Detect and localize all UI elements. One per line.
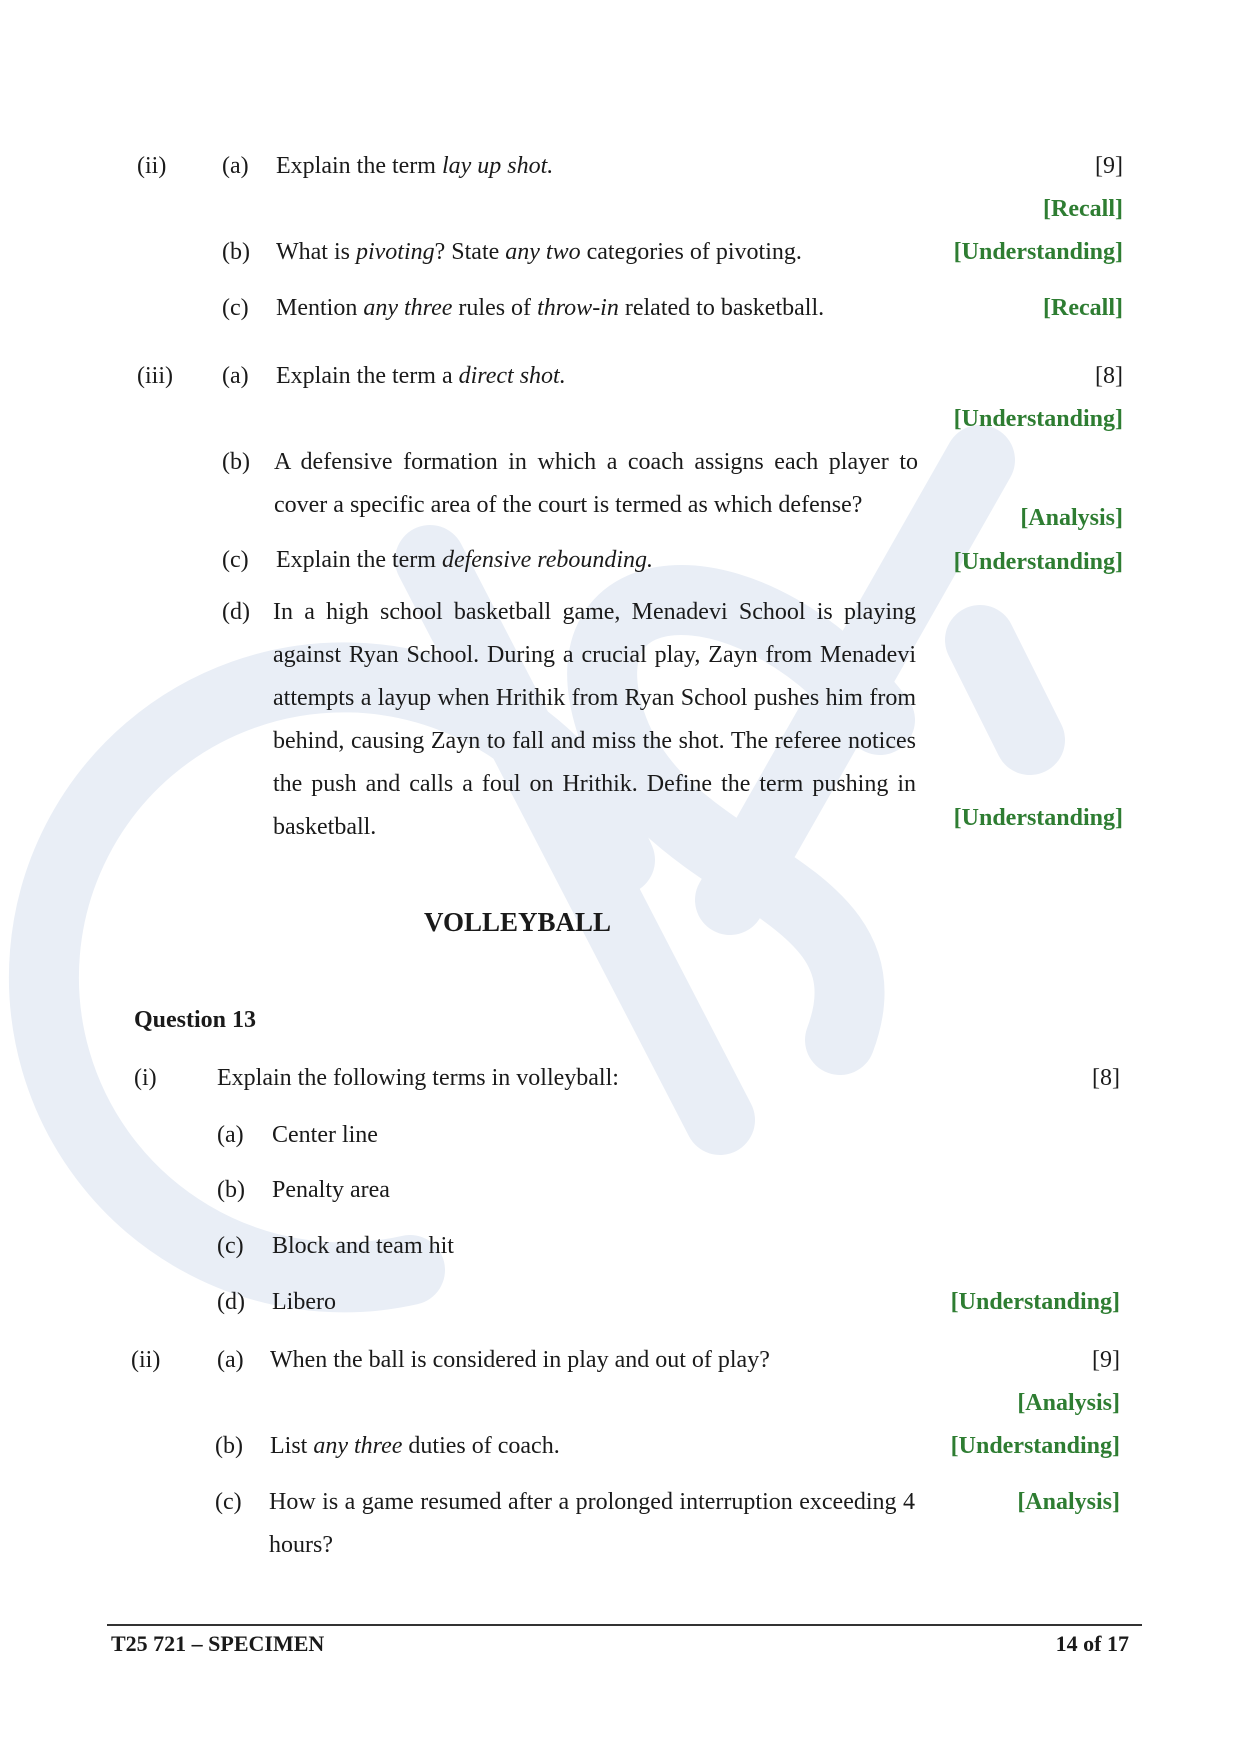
part-iii-marks: [8]	[1095, 363, 1123, 389]
q13-ii-a-label: (a)	[217, 1347, 244, 1373]
part-ii-b-label: (b)	[222, 239, 250, 265]
q13-ii-marks: [9]	[1092, 1347, 1120, 1373]
q13-i-item-label: (b)	[217, 1177, 245, 1203]
q13-ii-b-question: List any three duties of coach.	[270, 1433, 560, 1459]
footer-page-number: 14 of 17	[1055, 1631, 1129, 1656]
q13-ii-b-label: (b)	[215, 1433, 243, 1459]
footer-divider	[107, 1624, 1142, 1626]
q13-i-item-text: Block and team hit	[272, 1233, 454, 1259]
part-iii-a-question: Explain the term a direct shot.	[276, 363, 566, 389]
part-ii-b-question: What is pivoting? State any two categories of pivoting.	[276, 239, 802, 265]
q13-i-number: (i)	[134, 1065, 157, 1091]
q13-i-item-text: Penalty area	[272, 1177, 390, 1203]
q13-ii-c-tag: [Analysis]	[1017, 1489, 1120, 1515]
q13-i-tag: [Understanding]	[950, 1289, 1120, 1315]
part-iii-d-question: In a high school basketball game, Menadevi School is playing against Ryan School. During a crucial play, Zayn from Menadevi attempts a layup when Hrithik from Ryan School pushes him from behind, causing Zayn to fall and miss the shot. The referee notices the push and calls a foul on Hrithik. Define the term pushing in basketball.	[273, 599, 916, 840]
q13-i-item-text: Center line	[272, 1122, 378, 1148]
part-iii-b-label: (b)	[222, 449, 250, 475]
part-iii-c-label: (c)	[222, 547, 249, 573]
part-ii-c-label: (c)	[222, 295, 249, 321]
q13-ii-c-question: How is a game resumed after a prolonged interruption exceeding 4 hours?	[269, 1489, 915, 1558]
part-iii-d-tag: [Understanding]	[953, 805, 1123, 831]
part-ii-b-tag: [Understanding]	[953, 239, 1123, 265]
q13-ii-a-tag: [Analysis]	[1017, 1390, 1120, 1416]
q13-ii-c-label: (c)	[215, 1489, 242, 1515]
q13-i-item-label: (c)	[217, 1233, 244, 1259]
part-ii-c-question: Mention any three rules of throw-in related to basketball.	[276, 295, 825, 321]
q13-ii-a-question: When the ball is considered in play and out of play?	[270, 1347, 770, 1373]
part-iii-c-tag: [Understanding]	[953, 549, 1123, 575]
q13-i-item-label: (a)	[217, 1122, 244, 1148]
part-iii-c-question: Explain the term defensive rebounding.	[276, 547, 654, 573]
q13-ii-number: (ii)	[131, 1347, 161, 1373]
section-title: VOLLEYBALL	[424, 907, 612, 937]
q13-i-marks: [8]	[1092, 1065, 1120, 1091]
part-ii-marks: [9]	[1095, 153, 1123, 179]
footer-paper-code: T25 721 – SPECIMEN	[111, 1631, 325, 1656]
part-iii-number: (iii)	[137, 363, 173, 389]
part-ii-number: (ii)	[137, 153, 167, 179]
part-iii-a-label: (a)	[222, 363, 249, 389]
part-ii-a-question: Explain the term lay up shot.	[276, 153, 554, 179]
q13-i-question: Explain the following terms in volleyball:	[217, 1065, 619, 1091]
part-ii-a-label: (a)	[222, 153, 249, 179]
part-iii-b-question: A defensive formation in which a coach assigns each player to cover a specific area of the court is termed as which defense?	[274, 449, 918, 518]
q13-i-item-text: Libero	[272, 1289, 336, 1315]
part-ii-c-tag: [Recall]	[1043, 295, 1123, 321]
q13-ii-b-tag: [Understanding]	[950, 1433, 1120, 1459]
part-iii-b-tag: [Analysis]	[1020, 505, 1123, 531]
part-iii-a-tag: [Understanding]	[953, 406, 1123, 432]
question-title: Question 13	[134, 1007, 257, 1033]
q13-i-item-label: (d)	[217, 1289, 245, 1315]
part-ii-a-tag: [Recall]	[1043, 196, 1123, 222]
part-iii-d-label: (d)	[222, 599, 250, 625]
